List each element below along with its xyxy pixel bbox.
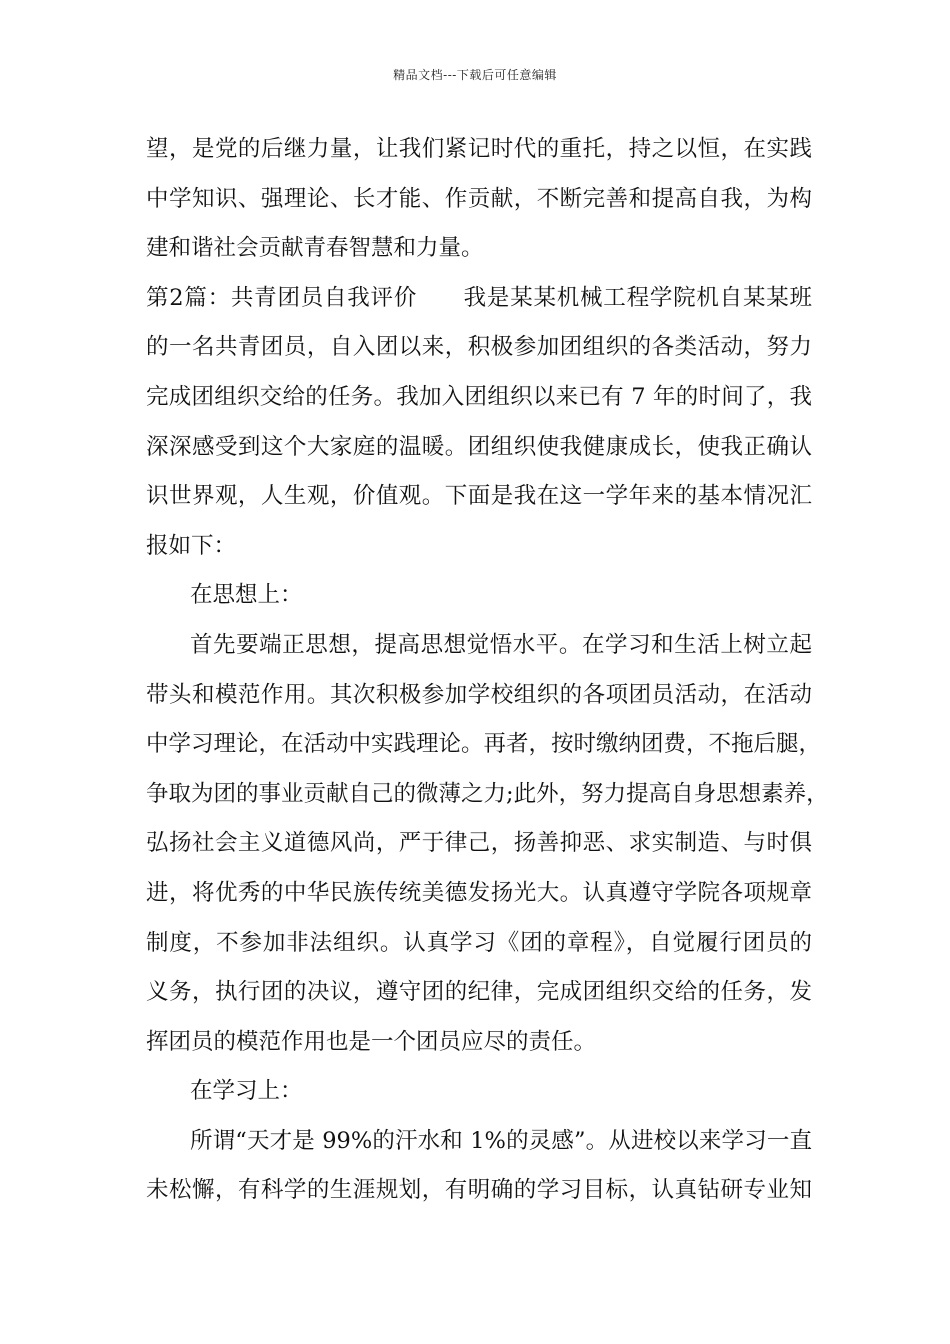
paragraph-line: 带头和模范作用。其次积极参加学校组织的各项团员活动，在活动 xyxy=(146,681,812,708)
paragraph-line: 进，将优秀的中华民族传统美德发扬光大。认真遵守学院各项规章 xyxy=(146,879,812,906)
paragraph-line: 中学习理论，在活动中实践理论。再者，按时缴纳团费，不拖后腿， xyxy=(146,731,822,758)
paragraph-line: 建和谐社会贡献青春智慧和力量。 xyxy=(146,235,484,262)
paragraph-line: 争取为团的事业贡献自己的微薄之力;此外，努力提高自身思想素养， xyxy=(146,780,829,807)
paragraph-line: 首先要端正思想，提高思想觉悟水平。在学习和生活上树立起 xyxy=(190,631,812,658)
paragraph-line: 未松懈，有科学的生涯规划，有明确的学习目标，认真钻研专业知 xyxy=(146,1177,812,1204)
paragraph-line: 中学知识、强理论、长才能、作贡献，不断完善和提高自我，为构 xyxy=(146,185,812,212)
page-header: 精品文档---下载后可任意编辑 xyxy=(393,68,557,82)
paragraph-line: 完成团组织交给的任务。我加入团组织以来已有 7 年的时间了，我 xyxy=(146,383,812,410)
paragraph-line: 的一名共青团员，自入团以来，积极参加团组织的各类活动，努力 xyxy=(146,334,812,361)
section-heading-line: 第2篇：共青团员自我评价 我是某某机械工程学院机自某某班 xyxy=(146,284,812,311)
subheading-line: 在思想上： xyxy=(190,582,303,609)
subheading-line: 在学习上： xyxy=(190,1078,303,1105)
paragraph-line: 报如下： xyxy=(146,532,237,559)
paragraph-line: 识世界观，人生观，价值观。下面是我在这一学年来的基本情况汇 xyxy=(146,483,812,510)
paragraph-line: 所谓“天才是 99%的汗水和 1%的灵感”。从进校以来学习一直 xyxy=(190,1127,812,1154)
paragraph-line: 挥团员的模范作用也是一个团员应尽的责任。 xyxy=(146,1028,597,1055)
paragraph-line: 深深感受到这个大家庭的温暖。团组织使我健康成长，使我正确认 xyxy=(146,433,812,460)
paragraph-line: 义务，执行团的决议，遵守团的纪律，完成团组织交给的任务，发 xyxy=(146,979,812,1006)
paragraph-line: 制度，不参加非法组织。认真学习《团的章程》，自觉履行团员的 xyxy=(146,929,812,956)
body-text xyxy=(146,125,829,1216)
paragraph-line: 望，是党的后继力量，让我们紧记时代的重托，持之以恒，在实践 xyxy=(146,136,812,162)
paragraph-line: 弘扬社会主义道德风尚，严于律己，扬善抑恶、求实制造、与时俱 xyxy=(146,830,812,857)
